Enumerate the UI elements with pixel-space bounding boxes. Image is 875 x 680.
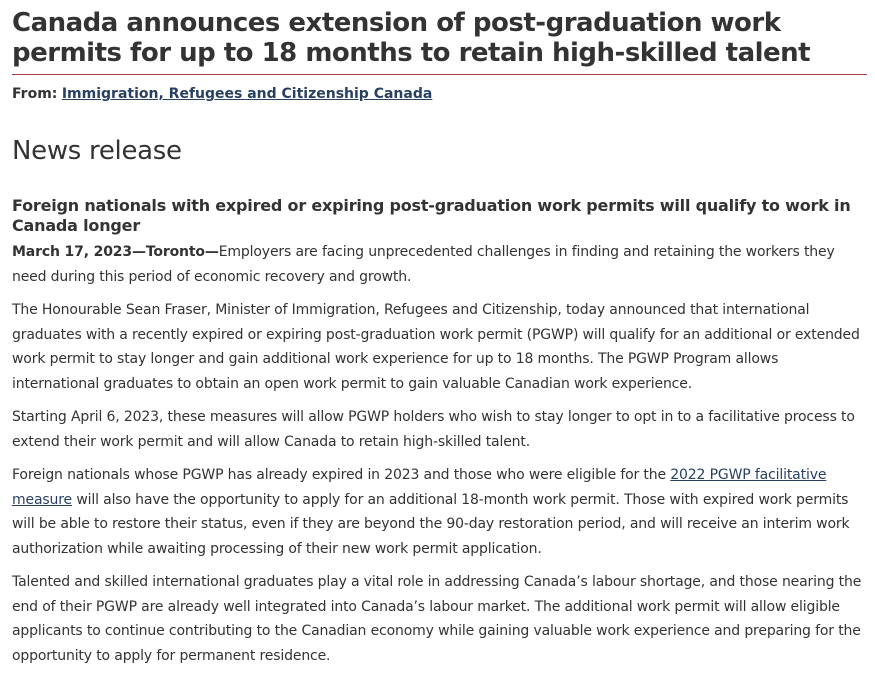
section-heading: News release bbox=[12, 136, 182, 166]
paragraph-3: Starting April 6, 2023, these measures will allow PGWP holders who wish to stay longer to opt in to a facilitative process to extend their work permit and will allow Canada to retain high-skilled talent. bbox=[12, 409, 855, 450]
paragraph-4-after: will also have the opportunity to apply for an additional 18-month work permit. Those with expired work permits will be able to restore their status, even if they are beyond the 90-day restoration period, and will receive an interim work authorization while awaiting processing of their new work permit application. bbox=[12, 491, 850, 557]
paragraph-2: The Honourable Sean Fraser, Minister of Immigration, Refugees and Citizenship, today announced that international graduates with a recently expired or expiring post-graduation work permit (PGWP) will qualify for an additional or extended work permit to stay longer and gain additional work experience for up to 18 months. The PGWP Program allows international graduates to obtain an open work permit to gain valuable Canadian work experience. bbox=[12, 302, 860, 392]
paragraph-1-text: Employers are facing unprecedented challenges in finding and retaining the workers they need during this period of economic recovery and growth. bbox=[12, 244, 835, 285]
paragraph-1 bbox=[12, 240, 867, 289]
paragraph-4-before: Foreign nationals whose PGWP has already expired in 2023 and those who were eligible for the bbox=[12, 467, 671, 483]
from-line bbox=[12, 86, 867, 102]
from-label: From: bbox=[12, 86, 58, 102]
paragraph-4 bbox=[12, 463, 867, 561]
page-title: Canada announces extension of post-graduation work permits for up to 18 months to retain high-skilled talent bbox=[12, 8, 867, 75]
department-link[interactable]: Immigration, Refugees and Citizenship Canada bbox=[61, 86, 433, 102]
dateline: March 17, 2023—Toronto— bbox=[12, 244, 219, 260]
pgwp-facilitative-measure-link[interactable]: 2022 PGWP facilitative measure bbox=[12, 467, 827, 508]
article-subtitle: Foreign nationals with expired or expiring post-graduation work permits will qualify to work in Canada longer bbox=[12, 196, 851, 235]
paragraph-5: Talented and skilled international graduates play a vital role in addressing Canada’s labour shortage, and those nearing the end of their PGWP are already well integrated into Canada’s labour market. The additional work permit will allow eligible applicants to continue contributing to the Canadian economy while gaining valuable work experience and preparing for the opportunity to apply for permanent residence. bbox=[12, 574, 862, 664]
